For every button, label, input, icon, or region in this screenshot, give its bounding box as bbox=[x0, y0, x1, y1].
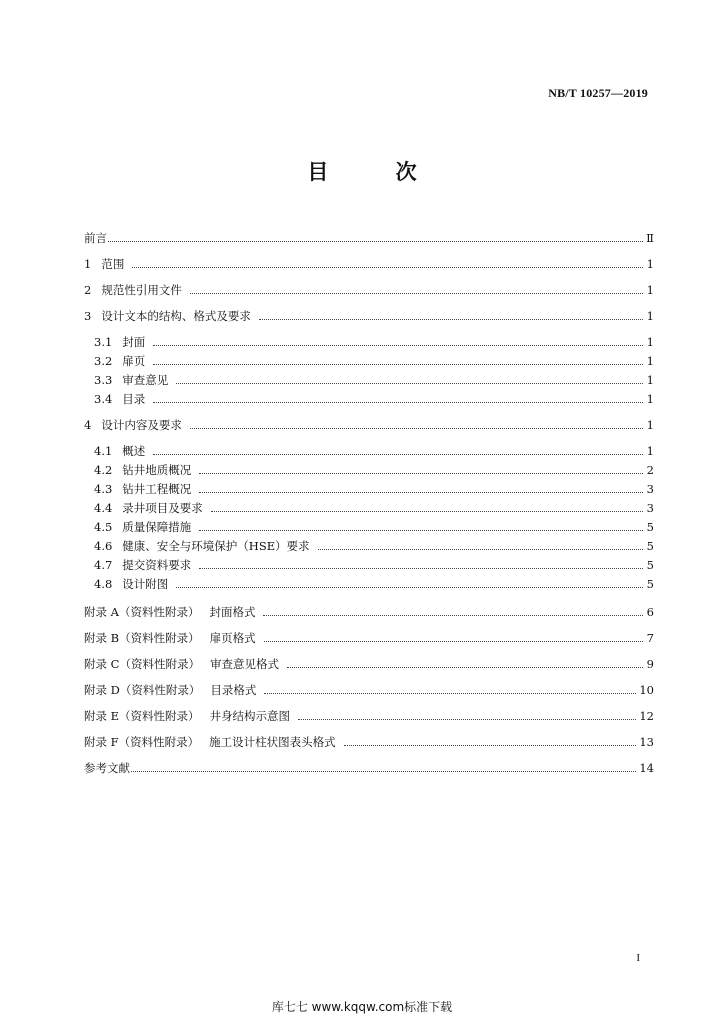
toc-entry[interactable] bbox=[94, 518, 654, 534]
toc-entry-page: 1 bbox=[646, 373, 654, 387]
toc-entry[interactable] bbox=[84, 733, 654, 749]
toc-entry-label: 参考文献 bbox=[84, 761, 130, 775]
toc-entry-number: 4.7 bbox=[94, 558, 113, 572]
toc-leader-dots bbox=[199, 473, 643, 474]
toc-entry-label: 设计附图 bbox=[122, 577, 169, 591]
toc-entry-number: 3.2 bbox=[94, 354, 113, 368]
toc-leader-dots bbox=[132, 267, 643, 268]
toc-leader-dots bbox=[190, 428, 643, 429]
toc-entry[interactable] bbox=[84, 281, 654, 297]
toc-entry-page: 14 bbox=[639, 761, 654, 775]
toc-entry[interactable] bbox=[94, 480, 654, 496]
page-number: I bbox=[636, 952, 640, 964]
toc-leader-dots bbox=[344, 745, 637, 746]
toc-entry[interactable] bbox=[84, 603, 654, 619]
toc-entry-label: 设计内容及要求 bbox=[101, 418, 182, 432]
toc-leader-dots bbox=[176, 587, 643, 588]
toc-entry[interactable] bbox=[94, 499, 654, 515]
watermark-footer: 库七七 www.kqqw.com标准下载 bbox=[271, 1000, 453, 1014]
toc-leader-dots bbox=[259, 319, 643, 320]
toc-entry-label: 目录 bbox=[122, 392, 146, 406]
toc-entry-page: 1 bbox=[646, 335, 654, 349]
toc-entry-number: 附录 A（资料性附录） bbox=[84, 605, 200, 619]
toc-leader-dots bbox=[264, 693, 636, 694]
toc-entry-page: 5 bbox=[646, 577, 654, 591]
toc-entry-number: 附录 F（资料性附录） bbox=[84, 735, 200, 749]
toc-entry-page: 5 bbox=[646, 558, 654, 572]
toc-entry-label: 健康、安全与环境保护（HSE）要求 bbox=[122, 539, 310, 553]
toc-entry-number: 3.3 bbox=[94, 373, 113, 387]
toc-entry-number: 附录 E（资料性附录） bbox=[84, 709, 200, 723]
toc-entry-label: 扉页 bbox=[122, 354, 146, 368]
toc-entry[interactable] bbox=[84, 416, 654, 432]
toc-leader-dots bbox=[298, 719, 636, 720]
toc-entry-page: 10 bbox=[639, 683, 654, 697]
toc-entry[interactable] bbox=[94, 461, 654, 477]
toc-leader-dots bbox=[153, 454, 643, 455]
toc-entry-label: 质量保障措施 bbox=[122, 520, 192, 534]
toc-entry-label: 目录格式 bbox=[210, 683, 257, 697]
toc-entry-page: 12 bbox=[639, 709, 654, 723]
toc-entry-label: 施工设计柱状图表头格式 bbox=[209, 735, 336, 749]
toc-leader-dots bbox=[199, 568, 643, 569]
toc-entry[interactable] bbox=[94, 390, 654, 406]
toc-leader-dots bbox=[211, 511, 643, 512]
toc-entry-label: 钻井工程概况 bbox=[122, 482, 192, 496]
toc-entry[interactable] bbox=[84, 307, 654, 323]
toc-entry-label: 概述 bbox=[122, 444, 146, 458]
toc-entry[interactable] bbox=[94, 333, 654, 349]
toc-entry[interactable] bbox=[84, 229, 654, 245]
toc-leader-dots bbox=[287, 667, 643, 668]
toc-entry-label: 提交资料要求 bbox=[122, 558, 192, 572]
toc-entry-number: 3 bbox=[84, 309, 92, 323]
toc-leader-dots bbox=[264, 641, 643, 642]
toc-entry-label: 录井项目及要求 bbox=[122, 501, 203, 515]
toc-leader-dots bbox=[176, 383, 643, 384]
toc-entry-label: 扉页格式 bbox=[209, 631, 256, 645]
toc-entry-page: 2 bbox=[646, 463, 654, 477]
toc-entry-number: 2 bbox=[84, 283, 92, 297]
toc-entry-page: 1 bbox=[646, 354, 654, 368]
toc-entry-label: 审查意见格式 bbox=[209, 657, 279, 671]
page-title: 目 次 bbox=[307, 160, 447, 184]
toc-entry-page: 1 bbox=[646, 309, 654, 323]
toc-leader-dots bbox=[318, 549, 643, 550]
toc-entry-label: 钻井地质概况 bbox=[122, 463, 192, 477]
toc-entry-page: 1 bbox=[646, 283, 654, 297]
toc-entry[interactable] bbox=[84, 707, 654, 723]
toc-entry[interactable] bbox=[94, 442, 654, 458]
toc-entry-page: 1 bbox=[646, 418, 654, 432]
toc-leader-dots bbox=[108, 241, 643, 242]
toc-entry-page: 7 bbox=[646, 631, 654, 645]
toc-entry-number: 4.5 bbox=[94, 520, 113, 534]
toc-entry-number: 4.2 bbox=[94, 463, 113, 477]
toc-entry-number: 4.1 bbox=[94, 444, 113, 458]
toc-entry-number: 附录 B（资料性附录） bbox=[84, 631, 200, 645]
toc-entry-label: 规范性引用文件 bbox=[101, 283, 182, 297]
toc-leader-dots bbox=[153, 364, 643, 365]
toc-leader-dots bbox=[199, 530, 643, 531]
toc-entry-label: 封面格式 bbox=[209, 605, 256, 619]
toc-entry-page: 1 bbox=[646, 392, 654, 406]
toc-entry-number: 1 bbox=[84, 257, 92, 271]
toc-entry-page: 1 bbox=[646, 257, 654, 271]
toc-entry[interactable] bbox=[84, 655, 654, 671]
toc-leader-dots bbox=[153, 345, 643, 346]
toc-leader-dots bbox=[199, 492, 643, 493]
toc-entry-label: 井身结构示意图 bbox=[209, 709, 291, 723]
toc-entry-number: 附录 C（资料性附录） bbox=[84, 657, 200, 671]
toc-entry-page: 3 bbox=[646, 501, 654, 515]
toc-entry[interactable] bbox=[94, 556, 654, 572]
toc-entry-number: 4.8 bbox=[94, 577, 113, 591]
toc-entry-page: 5 bbox=[646, 539, 654, 553]
toc-entry-number: 4.3 bbox=[94, 482, 113, 496]
toc-entry[interactable] bbox=[84, 255, 654, 271]
toc-entry-number: 4 bbox=[84, 418, 92, 432]
toc-entry[interactable] bbox=[94, 575, 654, 591]
toc-entry[interactable] bbox=[84, 759, 654, 775]
toc-entry-number: 3.1 bbox=[94, 335, 113, 349]
toc-leader-dots bbox=[263, 615, 643, 616]
toc-entry[interactable] bbox=[84, 629, 654, 645]
toc-entry-number: 4.4 bbox=[94, 501, 113, 515]
toc-entry-label: 审查意见 bbox=[122, 373, 169, 387]
toc-entry-number: 附录 D（资料性附录） bbox=[84, 683, 201, 697]
toc-entry[interactable] bbox=[94, 537, 654, 553]
toc-leader-dots bbox=[190, 293, 643, 294]
document-code: NB/T 10257—2019 bbox=[548, 86, 648, 100]
toc-entry-label: 设计文本的结构、格式及要求 bbox=[101, 309, 251, 323]
toc-entry-label: 封面 bbox=[122, 335, 146, 349]
toc-entry-page: Ⅱ bbox=[646, 231, 654, 245]
toc-entry-label: 范围 bbox=[101, 257, 125, 271]
toc-entry-number: 3.4 bbox=[94, 392, 113, 406]
toc-entry-page: 9 bbox=[646, 657, 654, 671]
toc-leader-dots bbox=[153, 402, 643, 403]
toc-entry-page: 5 bbox=[646, 520, 654, 534]
toc-entry-page: 3 bbox=[646, 482, 654, 496]
toc-entry[interactable] bbox=[94, 352, 654, 368]
toc-leader-dots bbox=[131, 771, 636, 772]
toc-entry-page: 13 bbox=[639, 735, 654, 749]
toc-entry-label: 前言 bbox=[84, 231, 107, 245]
toc-entry[interactable] bbox=[84, 681, 654, 697]
toc-entry-page: 6 bbox=[646, 605, 654, 619]
toc-entry-page: 1 bbox=[646, 444, 654, 458]
toc-entry[interactable] bbox=[94, 371, 654, 387]
toc-entry-number: 4.6 bbox=[94, 539, 113, 553]
